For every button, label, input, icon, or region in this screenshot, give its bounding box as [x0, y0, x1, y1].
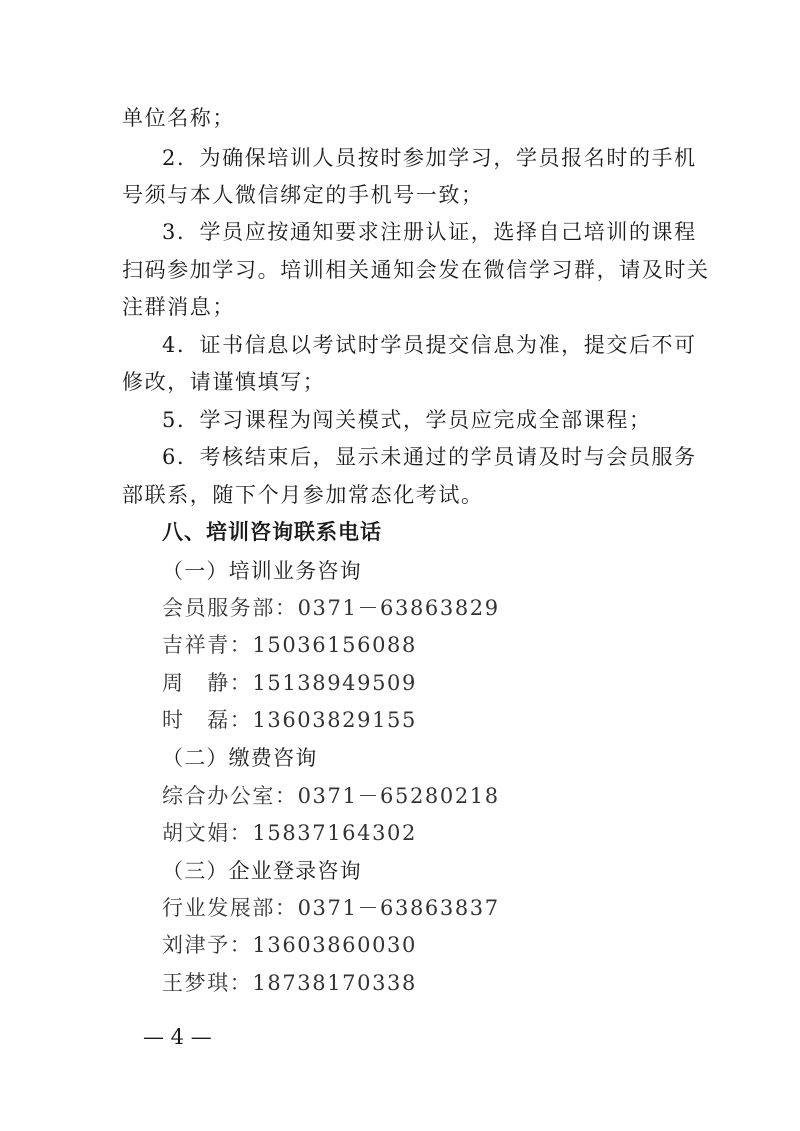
- paragraph-line: 6．考核结束后，显示未通过的学员请及时与会员服务: [162, 445, 697, 469]
- group-title: （三）企业登录咨询: [162, 859, 362, 883]
- contact-line: 时 磊：13603829155: [162, 708, 417, 732]
- paragraph-line: 5．学习课程为闯关模式，学员应完成全部课程；: [162, 408, 652, 432]
- section-heading: 八、培训咨询联系电话: [162, 520, 382, 544]
- contact-line: 会员服务部：0371－63863829: [162, 596, 500, 620]
- paragraph-line: 4．证书信息以考试时学员提交信息为准，提交后不可: [162, 333, 697, 357]
- group-title: （二）缴费咨询: [162, 746, 318, 770]
- paragraph-line: 扫码参加学习。培训相关通知会发在微信学习群，请及时关: [122, 258, 710, 282]
- contact-line: 刘津予：13603860030: [162, 933, 417, 957]
- contact-line: 行业发展部：0371－63863837: [162, 896, 500, 920]
- paragraph-line: 注群消息；: [122, 295, 235, 319]
- contact-line: 吉祥青：15036156088: [162, 633, 417, 657]
- group-title: （一）培训业务咨询: [162, 559, 362, 583]
- paragraph-line: 修改，请谨慎填写；: [122, 370, 326, 394]
- paragraph-line: 2．为确保培训人员按时参加学习，学员报名时的手机: [162, 146, 697, 170]
- contact-line: 王梦琪：18738170338: [162, 971, 417, 995]
- paragraph-line: 部联系，随下个月参加常态化考试。: [122, 483, 484, 507]
- contact-line: 综合办公室：0371－65280218: [162, 784, 500, 808]
- contact-line: 周 静：15138949509: [162, 671, 417, 695]
- paragraph-line: 单位名称；: [122, 106, 235, 130]
- page-number: — 4 —: [143, 1025, 212, 1049]
- paragraph-line: 3．学员应按通知要求注册认证，选择自己培训的课程: [162, 220, 697, 244]
- contact-line: 胡文娟：15837164302: [162, 821, 417, 845]
- paragraph-line: 号须与本人微信绑定的手机号一致；: [122, 183, 484, 207]
